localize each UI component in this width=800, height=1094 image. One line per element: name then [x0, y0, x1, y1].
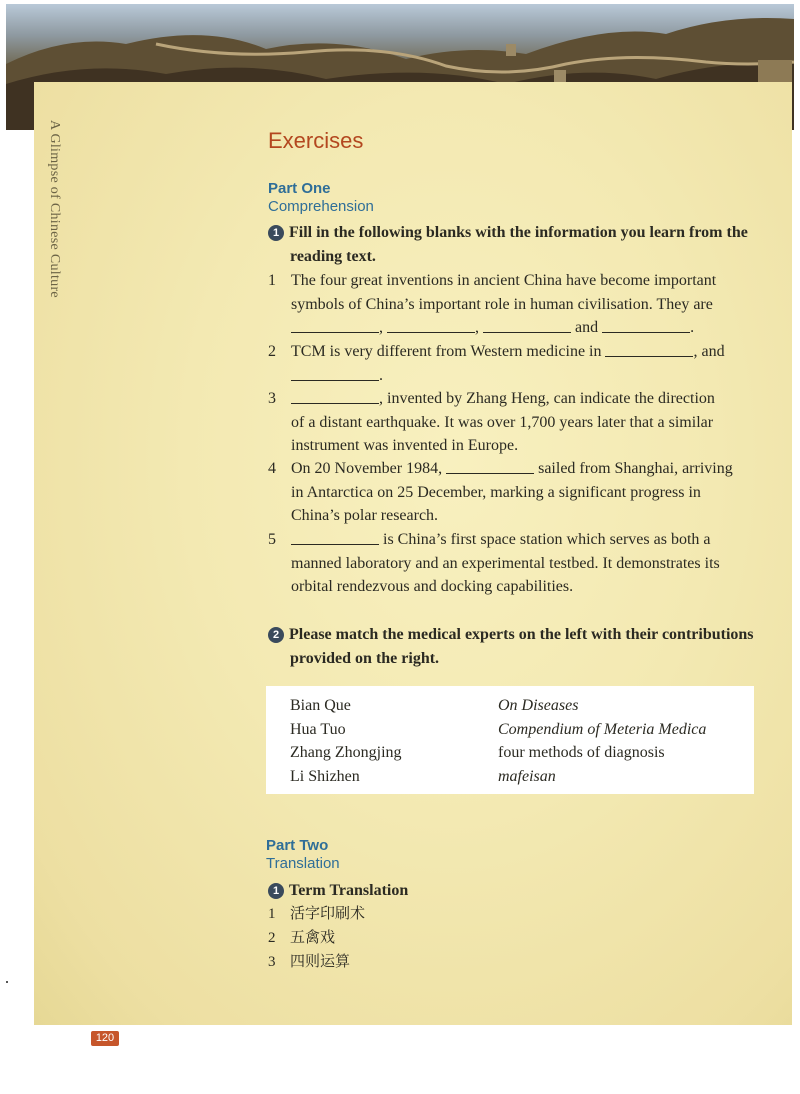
part-two-title: Part Two [266, 837, 329, 854]
part-one-header [268, 180, 374, 216]
part-one-title: Part One [268, 180, 331, 197]
experts-column [290, 694, 402, 788]
side-running-title: A Glimpse of Chinese Culture [47, 120, 62, 298]
exercise-1-item-3: 3 , invented by Zhang Heng, can indicate the direction of a distant earthquake. It was over 1,700 years later that a similar instrument was invented in Europe. [268, 390, 715, 454]
exercise-3-instruction: 1 Term Translation [268, 879, 758, 903]
exercise-1-item-4: 4 On 20 November 1984, sailed from Shanghai, arriving in Antarctica on 25 December, marking a significant progress in China’s polar research. [268, 460, 733, 524]
expert-item[interactable]: Zhang Zhongjing [290, 744, 402, 761]
answer-blank[interactable] [446, 459, 534, 474]
exercise-number-badge: 2 [268, 627, 284, 643]
matching-box [266, 686, 754, 794]
exercise-1-instruction: 1 Fill in the following blanks with the information you learn from the reading text. [268, 221, 758, 269]
part-two-header [266, 837, 340, 873]
contribution-item[interactable]: four methods of diagnosis [498, 744, 665, 761]
answer-blank[interactable] [605, 342, 693, 357]
term-item: 3 四则运算 [268, 954, 351, 970]
expert-item[interactable]: Li Shizhen [290, 767, 360, 785]
answer-blank[interactable] [602, 318, 690, 333]
answer-blank[interactable] [483, 318, 571, 333]
answer-blank[interactable] [291, 318, 379, 333]
contribution-item[interactable]: On Diseases [498, 697, 579, 714]
expert-item[interactable]: Bian Que [290, 697, 351, 714]
scan-speck [6, 981, 8, 983]
term-item: 1 活字印刷术 [268, 906, 366, 922]
page-heading: Exercises [268, 128, 364, 153]
term-item: 2 五禽戏 [268, 930, 336, 946]
exercise-1-item-2: 2 TCM is very different from Western medicine in , and . [268, 343, 725, 384]
part-two-subtitle: Translation [266, 855, 340, 872]
contribution-item[interactable]: mafeisan [498, 767, 556, 785]
part-one-subtitle: Comprehension [268, 198, 374, 215]
contributions-column [498, 694, 706, 788]
exercise-number-badge: 1 [268, 225, 284, 241]
answer-blank[interactable] [291, 366, 379, 381]
answer-blank[interactable] [291, 530, 379, 545]
exercise-number-badge: 1 [268, 883, 284, 899]
answer-blank[interactable] [291, 389, 379, 404]
exercise-1-item-1: 1 The four great inventions in ancient China have become important symbols of China’s important role in human civilisation. They are , , and . [268, 272, 717, 336]
exercise-1-item-5: 5 is China’s first space station which serves as both a manned laboratory and an experimental testbed. It demonstrates its orbital rendezvous and docking capabilities. [268, 531, 720, 595]
term-list [268, 902, 365, 974]
contribution-item[interactable]: Compendium of Meteria Medica [498, 720, 707, 738]
expert-item[interactable]: Hua Tuo [290, 720, 346, 738]
exercise-2-instruction: 2 Please match the medical experts on the left with their contributions provided on the right. [268, 623, 758, 671]
page-number-badge: 120 [91, 1031, 119, 1046]
answer-blank[interactable] [387, 318, 475, 333]
